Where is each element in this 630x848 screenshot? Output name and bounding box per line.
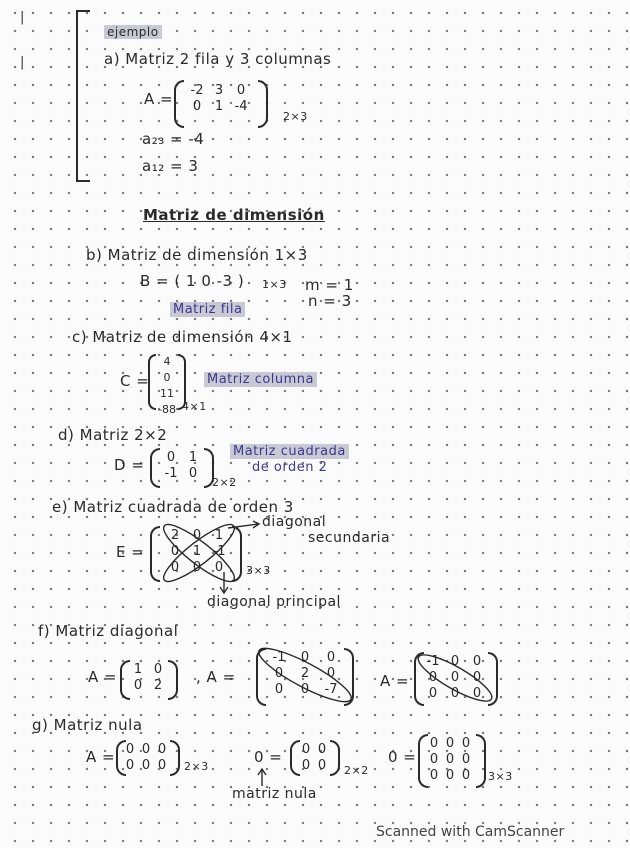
matrix-f2-cell: 0 xyxy=(326,666,336,681)
matrix-g2-right-paren xyxy=(330,740,340,776)
matrix-a-right-paren xyxy=(258,80,268,128)
matrix-g3-cell: 0 xyxy=(445,736,455,751)
matrix-c xyxy=(156,354,178,418)
matrix-d-cell: 1 xyxy=(188,450,198,465)
b-m: m = 1 xyxy=(305,276,354,294)
matrix-f3-cell: -1 xyxy=(426,654,440,669)
matrix-c-label: C = xyxy=(120,372,150,390)
matrix-f3-cell: 0 xyxy=(472,654,482,669)
matrix-g1-cell: 0 xyxy=(141,758,151,773)
matrix-f2-cell: 0 xyxy=(326,650,336,665)
matrix-g3-right-paren xyxy=(476,734,486,788)
matrix-e-right-paren xyxy=(232,526,242,582)
matrix-g1-cell: 0 xyxy=(157,742,167,757)
b-tag: Matriz fila xyxy=(170,302,245,317)
matrix-g3-cell: 0 xyxy=(461,752,471,767)
matrix-g3-cell: 0 xyxy=(429,736,439,751)
c-title: c) Matriz de dimensión 4×1 xyxy=(72,328,293,346)
matrix-f2 xyxy=(266,650,344,698)
matrix-g1-cell: 0 xyxy=(125,758,135,773)
matrix-f1 xyxy=(128,662,168,694)
matrix-f1-cell: 0 xyxy=(133,678,143,693)
matrix-e-cell: 1 xyxy=(214,528,224,543)
diag-sec-arrow-head xyxy=(253,521,259,528)
c-dim: 4×1 xyxy=(182,400,207,413)
matrix-f3-cell: 0 xyxy=(472,686,482,701)
matrix-d-label: D = xyxy=(114,456,145,474)
matrix-f3-cell: 0 xyxy=(450,686,460,701)
b-n: n = 3 xyxy=(308,292,352,310)
b-title: b) Matriz de dimensión 1×3 xyxy=(86,246,308,264)
matrix-g1-cell: 0 xyxy=(157,758,167,773)
example-a-title: a) Matriz 2 fila y 3 columnas xyxy=(104,50,332,68)
matrix-d xyxy=(160,450,204,482)
matrix-g1 xyxy=(122,742,170,774)
matrix-f3-cell: 0 xyxy=(450,654,460,669)
matrix-f1-label: A = xyxy=(88,668,118,686)
matrix-a-cell: 3 xyxy=(214,83,224,98)
matrix-a-cell: 0 xyxy=(236,83,246,98)
matrix-f3-label: A = xyxy=(380,672,410,690)
matrix-g3-cell: 0 xyxy=(461,736,471,751)
element-a23: a₂₃ = -4 xyxy=(142,130,205,148)
matrix-g2-cell: 0 xyxy=(301,758,311,773)
matrix-g3 xyxy=(426,736,474,784)
matrix-f2-cell: -7 xyxy=(324,682,338,697)
matrix-g3-cell: 0 xyxy=(461,768,471,783)
matrix-g1-cell: 0 xyxy=(141,742,151,757)
matrix-f3-cell: 0 xyxy=(428,686,438,701)
matrix-c-cell: 0 xyxy=(163,371,171,384)
section-title: Matriz de dimensión xyxy=(143,206,325,224)
d-title: d) Matriz 2×2 xyxy=(58,426,168,444)
matrix-e-cell: 1 xyxy=(192,544,202,559)
matrix-f2-cell: 0 xyxy=(300,650,310,665)
matrix-f2-cell: 0 xyxy=(274,666,284,681)
g-dim-1: 2×3 xyxy=(184,760,209,773)
matrix-f2-left-paren xyxy=(256,648,266,706)
g-note: matriz nula xyxy=(232,786,317,802)
matrix-e-cell: 0 xyxy=(192,560,202,575)
matrix-g3-cell: 0 xyxy=(429,752,439,767)
matrix-g2-cell: 0 xyxy=(301,742,311,757)
matrix-g2-cell: 0 xyxy=(317,742,327,757)
e-diag-sec-1: diagonal xyxy=(262,514,327,530)
e-dim: 3×3 xyxy=(246,564,271,577)
matrix-g3-cell: 0 xyxy=(445,768,455,783)
matrix-d-left-paren xyxy=(150,448,160,488)
matrix-c-cell: -88 xyxy=(158,403,176,416)
matrix-a-cell: -2 xyxy=(190,83,204,98)
matrix-e xyxy=(164,528,230,576)
example-bracket xyxy=(76,10,90,182)
d-dim: 2×2 xyxy=(212,476,237,489)
f-title: f) Matriz diagonal xyxy=(38,622,179,640)
margin-mark: | xyxy=(20,55,25,70)
matrix-g1-right-paren xyxy=(170,740,180,776)
matrix-f2-cell: 0 xyxy=(274,682,284,697)
matrix-f1-cell: 2 xyxy=(153,678,163,693)
e-diag-sec-2: secundaria xyxy=(308,530,391,546)
e-diag-pri: diagonal principal xyxy=(207,594,341,610)
margin-mark: | xyxy=(20,10,25,25)
matrix-a-cell: -4 xyxy=(234,99,248,114)
matrix-a-cell: 1 xyxy=(214,99,224,114)
matrix-d-cell: 0 xyxy=(166,450,176,465)
matrix-c-left-paren xyxy=(148,354,156,410)
matrix-f1-cell: 1 xyxy=(133,662,143,677)
c-tag: Matriz columna xyxy=(204,372,317,387)
d-tag-1: Matriz cuadrada xyxy=(230,444,349,459)
matrix-c-cell: 4 xyxy=(163,355,171,368)
matrix-g3-label: 0 = xyxy=(388,748,417,766)
matrix-g1-cell: 0 xyxy=(125,742,135,757)
matrix-e-cell: 0 xyxy=(214,560,224,575)
matrix-g1-label: A = xyxy=(86,748,116,766)
matrix-e-cell: 0 xyxy=(170,544,180,559)
matrix-g2-label: 0 = xyxy=(254,748,283,766)
matrix-g3-cell: 0 xyxy=(445,752,455,767)
d-tag-2: de orden 2 xyxy=(252,460,328,475)
matrix-f2-cell: 0 xyxy=(300,682,310,697)
matrix-f1-right-paren xyxy=(168,660,178,700)
matrix-f2-right-paren xyxy=(344,648,354,706)
matrix-f1-cell: 0 xyxy=(153,662,163,677)
e-title: e) Matriz cuadrada de orden 3 xyxy=(52,498,294,516)
matrix-f3-cell: 0 xyxy=(428,670,438,685)
g-dim-3: 3×3 xyxy=(488,770,513,783)
b-dim: 1×3 xyxy=(262,278,287,291)
matrix-e-left-paren xyxy=(150,526,160,582)
matrix-g2 xyxy=(298,742,330,774)
matrix-f3-right-paren xyxy=(488,652,498,706)
g-dim-2: 2×2 xyxy=(344,764,369,777)
matrix-g2-cell: 0 xyxy=(317,758,327,773)
matrix-c-cell: 11 xyxy=(160,387,174,400)
matrix-a-cell: 0 xyxy=(192,99,202,114)
matrix-f3-cell: 0 xyxy=(472,670,482,685)
scanner-footer: Scanned with CamScanner xyxy=(376,824,565,840)
matrix-e-cell: 0 xyxy=(170,560,180,575)
matrix-f3-cell: 0 xyxy=(450,670,460,685)
matrix-d-cell: -1 xyxy=(164,466,178,481)
diag-pri-arrow-head xyxy=(220,587,228,593)
matrix-f2-label: , A = xyxy=(196,668,236,686)
matrix-e-cell: 2 xyxy=(170,528,180,543)
matrix-e-label: E = xyxy=(116,543,145,561)
matrix-g3-cell: 0 xyxy=(429,768,439,783)
matrix-e-cell: 0 xyxy=(192,528,202,543)
matrix-f2-cell: 2 xyxy=(300,666,310,681)
g-title: g) Matriz nula xyxy=(32,716,143,734)
matrix-f2-cell: -1 xyxy=(272,650,286,665)
example-label: ejemplo xyxy=(104,25,162,39)
matrix-a-left-paren xyxy=(174,80,184,128)
nula-arrow-head xyxy=(258,769,266,775)
matrix-a xyxy=(186,83,252,115)
matrix-a-label: A = xyxy=(144,90,174,108)
matrix-e-cell: -1 xyxy=(212,544,226,559)
b-equation: B = ( 1 0 -3 ) xyxy=(140,272,245,290)
matrix-a-dim: 2×3 xyxy=(283,110,308,123)
matrix-f3 xyxy=(422,654,488,702)
element-a12: a₁₂ = 3 xyxy=(142,157,199,175)
matrix-d-cell: 0 xyxy=(188,466,198,481)
